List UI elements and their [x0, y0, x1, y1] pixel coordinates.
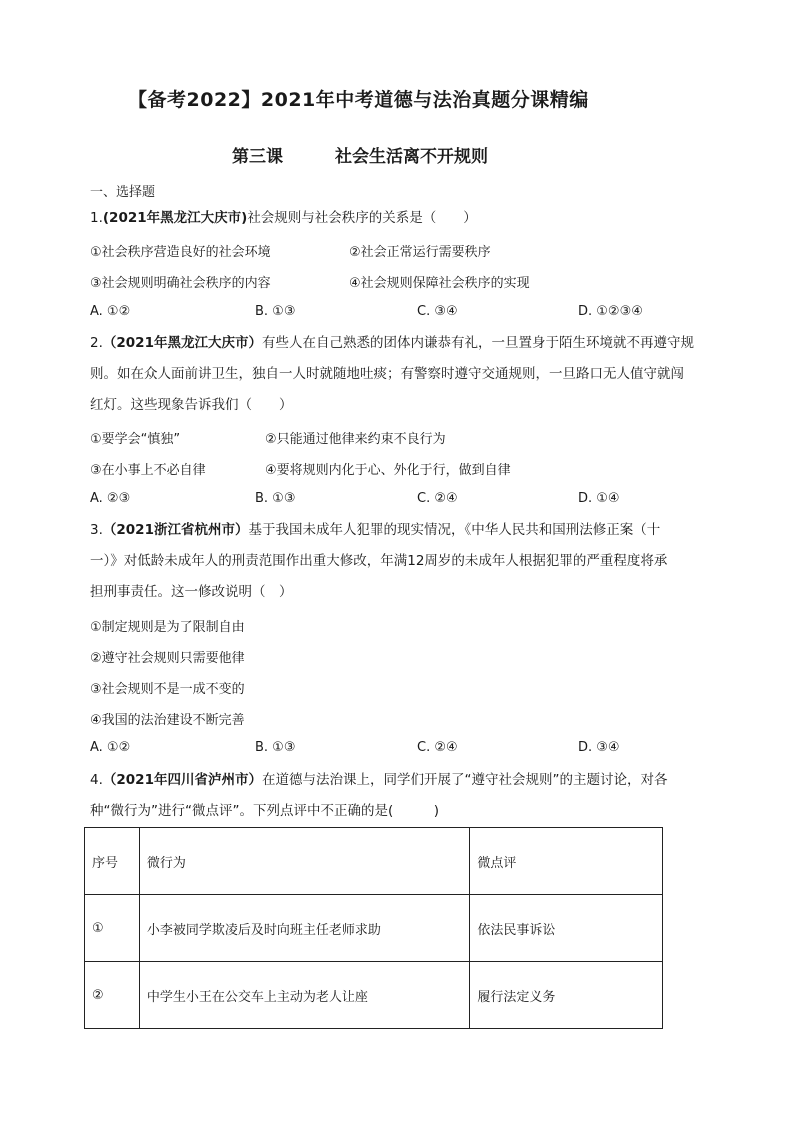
- option-item: ③在小事上不必自律: [90, 463, 206, 478]
- option-item: ③社会规则明确社会秩序的内容: [90, 276, 271, 291]
- table-cell: 依法民事诉讼: [470, 895, 663, 962]
- lesson-name: 社会生活离不开规则: [335, 147, 488, 167]
- question-text: 一）》对低龄未成年人的刑责范围作出重大修改，年满12周岁的未成年人根据犯罪的严重程度将承: [90, 553, 668, 569]
- answer-choice: B. ①③: [255, 740, 296, 755]
- document-title: 【备考2022】2021年中考道德与法治真题分课精编: [128, 89, 589, 111]
- table-header-cell: 微行为: [139, 828, 469, 895]
- table-row: [85, 962, 663, 1029]
- question-4-stem: [90, 765, 667, 796]
- answer-choice: D. ①②③④: [578, 304, 643, 319]
- question-number: 1.: [90, 210, 103, 226]
- question-number: 4.: [90, 772, 103, 788]
- table-cell: 中学生小王在公交车上主动为老人让座: [139, 962, 469, 1029]
- answer-choice: C. ②④: [417, 491, 458, 506]
- option-item: ②只能通过他律来约束不良行为: [265, 432, 446, 447]
- answer-choice: D. ①④: [578, 491, 620, 506]
- table-row: [85, 895, 663, 962]
- answer-choice: B. ①③: [255, 491, 296, 506]
- question-number: 2.: [90, 335, 103, 351]
- table-cell: ①: [85, 895, 140, 962]
- question-text: 社会规则与社会秩序的关系是（ ）: [247, 210, 477, 226]
- option-item: ③社会规则不是一成不变的: [90, 682, 245, 697]
- question-source: （2021年四川省泸州市）: [102, 772, 262, 788]
- answer-choice: C. ②④: [417, 740, 458, 755]
- answer-choice: D. ③④: [578, 740, 620, 755]
- option-item: ④我国的法治建设不断完善: [90, 713, 245, 728]
- evaluation-table: [84, 827, 663, 1029]
- option-item: ④社会规则保障社会秩序的实现: [349, 276, 530, 291]
- question-number: 3.: [90, 522, 103, 538]
- answer-choice: A. ②③: [90, 491, 131, 506]
- option-item: ②社会正常运行需要秩序: [349, 245, 491, 260]
- lesson-number: 第三课: [232, 147, 283, 167]
- option-item: ①社会秩序营造良好的社会环境: [90, 245, 271, 260]
- section-heading: 一、选择题: [90, 185, 156, 200]
- table-header-cell: 微点评: [470, 828, 663, 895]
- option-item: ④要将规则内化于心、外化于行，做到自律: [265, 463, 511, 478]
- question-3-stem: [90, 515, 660, 546]
- question-text: 则。如在众人面前讲卫生，独自一人时就随地吐痰；有警察时遵守交通规则，一旦路口无人值守就闯: [90, 366, 684, 382]
- question-1-stem: [90, 203, 477, 234]
- question-text: 红灯。这些现象告诉我们（ ）: [90, 397, 293, 413]
- question-text: 在道德与法治课上，同学们开展了“遵守社会规则”的主题讨论，对各: [261, 772, 668, 788]
- answer-choice: C. ③④: [417, 304, 458, 319]
- option-item: ①要学会“慎独”: [90, 432, 181, 447]
- answer-choice: B. ①③: [255, 304, 296, 319]
- table-header-row: [85, 828, 663, 895]
- question-text: 担刑事责任。这一修改说明（ ）: [90, 584, 293, 600]
- question-source: （2021年黑龙江大庆市）: [102, 335, 262, 351]
- question-text: 种“微行为”进行“微点评”。下列点评中不正确的是( ): [90, 803, 440, 819]
- option-item: ②遵守社会规则只需要他律: [90, 651, 245, 666]
- answer-choice: A. ①②: [90, 740, 131, 755]
- option-item: ①制定规则是为了限制自由: [90, 620, 245, 635]
- table-cell: 履行法定义务: [470, 962, 663, 1029]
- question-source: (2021年黑龙江大庆市): [102, 210, 248, 226]
- question-text: 基于我国未成年人犯罪的现实情况，《中华人民共和国刑法修正案（十: [248, 522, 661, 538]
- question-text: 有些人在自己熟悉的团体内谦恭有礼，一旦置身于陌生环境就不再遵守规: [261, 335, 694, 351]
- table-cell: ②: [85, 962, 140, 1029]
- table-cell: 小李被同学欺凌后及时向班主任老师求助: [139, 895, 469, 962]
- answer-choice: A. ①②: [90, 304, 131, 319]
- question-2-stem: [90, 328, 694, 359]
- table-header-cell: 序号: [85, 828, 140, 895]
- question-source: （2021浙江省杭州市）: [102, 522, 249, 538]
